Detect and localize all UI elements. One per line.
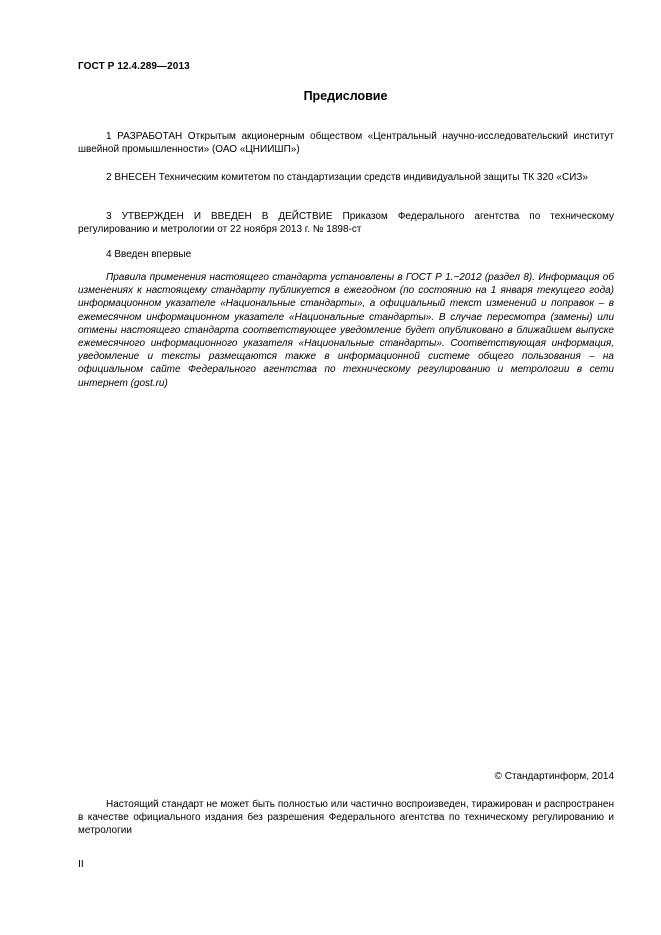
copyright-notice: © Стандартинформ, 2014 xyxy=(494,771,614,782)
paragraph-developed: 1 РАЗРАБОТАН Открытым акционерным обществом «Центральный научно-исследовательский институт швейной промышленности» (ОАО «ЦНИИШП») xyxy=(78,131,614,156)
page-number: II xyxy=(78,858,84,870)
paragraph-application-rules: Правила применения настоящего стандарта установлены в ГОСТ Р 1.−2012 (раздел 8). Информация об изменениях к настоящему стандарту публикуется в ежегодном (по состоянию на 1 января текущего года) информационном указателе «Национальные стандарты», а официальный текст изменений и поправок – в ежемесячном информационном указателе «Национальные стандарты». В случае пересмотра (замены) или отмены настоящего стандарта соответствующее уведомление будет опубликовано в ближайшем выпуске ежемесячного информационного указателя «Национальные стандарты». Соответствующая информация, уведомление и тексты размещаются также в информационной системе общего пользования – на официальном сайте Федерального агентства по техническому регулированию и метрологии в сети интернет (gost.ru) xyxy=(78,272,614,389)
paragraph-introduced: 2 ВНЕСЕН Техническим комитетом по стандартизации средств индивидуальной защиты ТК 320 «СИЗ» xyxy=(106,172,588,183)
page-title: Предисловие xyxy=(303,89,388,103)
legal-notice: Настоящий стандарт не может быть полностью или частично воспроизведен, тиражирован и распространен в качестве официального издания без разрешения Федерального агентства по техническому регулированию и метрологии xyxy=(78,799,614,837)
paragraph-first-introduced: 4 Введен впервые xyxy=(106,249,192,260)
paragraph-approved: 3 УТВЕРЖДЕН И ВВЕДЕН В ДЕЙСТВИЕ Приказом Федерального агентства по техническому регулированию и метрологии от 22 ноября 2013 г. № 1898-ст xyxy=(78,211,614,236)
standard-code-header: ГОСТ Р 12.4.289—2013 xyxy=(78,61,190,72)
